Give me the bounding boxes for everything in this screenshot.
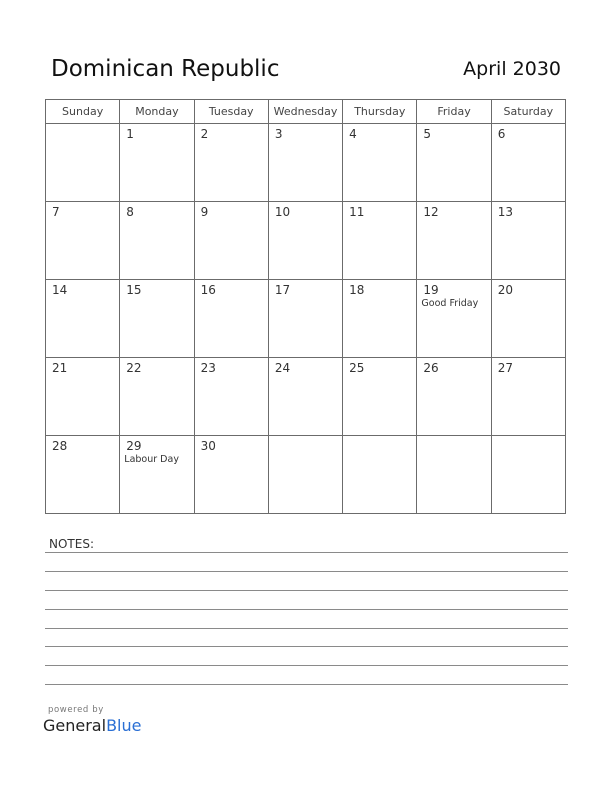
week-row xyxy=(46,202,566,280)
day-cell xyxy=(120,280,194,358)
day-cell xyxy=(417,436,491,514)
notes-line xyxy=(45,646,568,647)
day-cell xyxy=(491,202,565,280)
day-number: 7 xyxy=(52,205,60,219)
day-number: 25 xyxy=(349,361,365,375)
day-number: 17 xyxy=(274,283,291,297)
day-cell xyxy=(46,202,120,280)
notes-label: NOTES: xyxy=(49,537,94,551)
day-number xyxy=(343,436,416,439)
day-cell xyxy=(491,280,565,358)
brand-blue: Blue xyxy=(106,716,142,735)
day-number: 1 xyxy=(126,127,134,141)
day-number: 23 xyxy=(200,361,216,375)
day-cell xyxy=(194,124,268,202)
day-cell xyxy=(268,280,342,358)
day-number xyxy=(417,436,490,439)
day-cell-holiday xyxy=(417,280,491,358)
week-row xyxy=(46,124,566,202)
calendar-grid xyxy=(45,99,566,514)
notes-line xyxy=(45,552,568,553)
weekday-header-row xyxy=(46,100,566,124)
brand-logo xyxy=(43,716,141,736)
day-cell xyxy=(46,124,120,202)
week-row xyxy=(46,280,566,358)
day-number xyxy=(492,436,565,439)
day-number: 9 xyxy=(200,205,209,219)
day-cell xyxy=(343,202,417,280)
day-cell xyxy=(194,436,268,514)
weekday-wednesday: Wednesday xyxy=(268,100,342,124)
day-number: 24 xyxy=(274,361,291,375)
day-number: 12 xyxy=(423,205,439,219)
day-cell xyxy=(46,280,120,358)
day-cell xyxy=(46,358,120,436)
day-cell xyxy=(120,124,194,202)
day-number: 28 xyxy=(52,439,68,453)
weekday-sunday: Sunday xyxy=(46,100,120,124)
weekday-friday: Friday xyxy=(417,100,491,124)
brand-general: General xyxy=(43,716,107,735)
day-number: 27 xyxy=(497,361,513,375)
notes-line xyxy=(45,571,568,572)
day-cell xyxy=(491,358,565,436)
day-number: 2 xyxy=(200,127,209,141)
day-number: 8 xyxy=(126,205,134,219)
day-cell xyxy=(268,124,342,202)
week-row xyxy=(46,358,566,436)
day-number: 21 xyxy=(52,361,68,375)
day-number: 30 xyxy=(200,439,216,453)
day-cell xyxy=(417,202,491,280)
day-number: 15 xyxy=(126,283,142,297)
day-cell-holiday xyxy=(120,436,194,514)
weekday-thursday: Thursday xyxy=(343,100,417,124)
day-cell xyxy=(194,280,268,358)
notes-line xyxy=(45,684,568,685)
day-cell xyxy=(194,358,268,436)
day-number: 3 xyxy=(274,127,283,141)
month-year-title: April 2030 xyxy=(463,58,561,80)
day-cell xyxy=(194,202,268,280)
day-cell xyxy=(343,280,417,358)
notes-line xyxy=(45,590,568,591)
day-cell xyxy=(417,358,491,436)
week-row xyxy=(46,436,566,514)
day-number: 19 xyxy=(423,283,439,297)
day-cell xyxy=(268,436,342,514)
country-title: Dominican Republic xyxy=(51,56,280,82)
day-cell xyxy=(417,124,491,202)
powered-by-text: powered by xyxy=(48,705,104,715)
day-number: 22 xyxy=(126,361,142,375)
notes-line xyxy=(45,609,568,610)
day-number: 5 xyxy=(423,127,432,141)
day-number: 10 xyxy=(274,205,291,219)
weekday-saturday: Saturday xyxy=(491,100,565,124)
day-cell xyxy=(120,202,194,280)
day-cell xyxy=(343,124,417,202)
day-number: 6 xyxy=(497,127,506,141)
day-cell xyxy=(343,358,417,436)
notes-line xyxy=(45,628,568,629)
day-number: 20 xyxy=(497,283,513,297)
holiday-label: Good Friday xyxy=(421,298,479,309)
day-number: 13 xyxy=(497,205,513,219)
day-cell xyxy=(46,436,120,514)
day-cell xyxy=(268,358,342,436)
day-cell xyxy=(491,124,565,202)
day-number: 18 xyxy=(349,283,365,297)
day-number: 11 xyxy=(349,205,365,219)
day-number: 29 xyxy=(126,439,142,453)
weekday-tuesday: Tuesday xyxy=(194,100,268,124)
holiday-label: Labour Day xyxy=(124,454,179,465)
day-cell xyxy=(268,202,342,280)
day-number xyxy=(46,124,119,127)
day-number: 26 xyxy=(423,361,439,375)
day-number: 4 xyxy=(349,127,357,141)
day-number xyxy=(269,436,342,439)
notes-line xyxy=(45,665,568,666)
day-number: 14 xyxy=(52,283,68,297)
weekday-monday: Monday xyxy=(120,100,194,124)
day-cell xyxy=(120,358,194,436)
day-cell xyxy=(491,436,565,514)
day-number: 16 xyxy=(200,283,216,297)
day-cell xyxy=(343,436,417,514)
